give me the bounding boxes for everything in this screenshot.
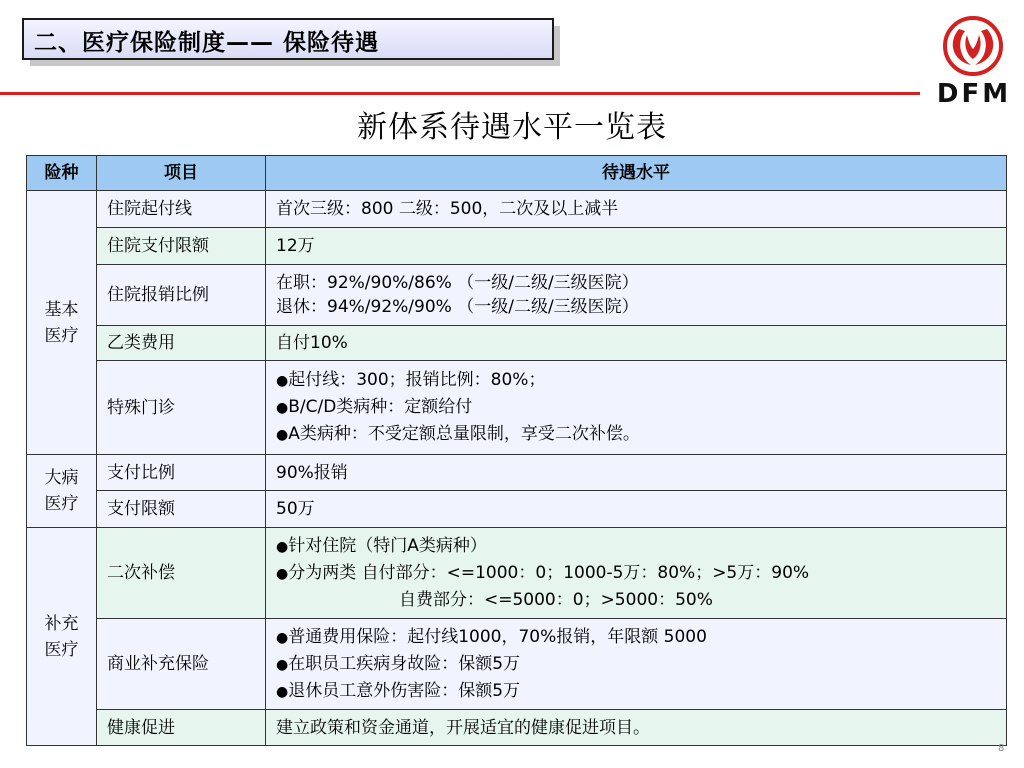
bullet-line: ● 在职员工疾病身故险：保额5万 [276, 651, 996, 678]
table-row [27, 455, 1007, 491]
header-level: 待遇水平 [266, 156, 1007, 191]
bullet-line: ● A类病种：不受定额总量限制，享受二次补偿。 [276, 421, 996, 448]
row-item: 支付比例 [97, 455, 266, 491]
bullet-line: ● 起付线：300；报销比例：80%； [276, 367, 996, 394]
table-row [27, 710, 1007, 746]
row-item: 二次补偿 [97, 528, 266, 619]
table-row [27, 326, 1007, 361]
benefits-table [26, 155, 1007, 746]
group-supplementary: 补充医疗 [27, 528, 97, 746]
row-item: 住院支付限额 [97, 228, 266, 265]
row-value: 建立政策和资金通道，开展适宜的健康促进项目。 [266, 710, 1007, 746]
dongfeng-emblem-icon [942, 15, 1004, 77]
table-row [27, 228, 1007, 265]
row-value: 自付10% [266, 326, 1007, 361]
table-row [27, 361, 1007, 455]
row-value [266, 361, 1007, 455]
table-row [27, 528, 1007, 619]
row-value: 12万 [266, 228, 1007, 265]
row-value: 首次三级：800 二级：500，二次及以上减半 [266, 191, 1007, 228]
row-item: 乙类费用 [97, 326, 266, 361]
row-item: 特殊门诊 [97, 361, 266, 455]
header-item: 项目 [97, 156, 266, 191]
table-row [27, 491, 1007, 528]
row-value [266, 528, 1007, 619]
logo-text: DFM [936, 79, 1012, 109]
table-row [27, 191, 1007, 228]
table-title: 新体系待遇水平一览表 [357, 110, 667, 145]
bullet-line: ● 针对住院（特门A类病种） [276, 533, 996, 560]
group-major: 大病医疗 [27, 455, 97, 528]
table-row [27, 265, 1007, 326]
header-type: 险种 [27, 156, 97, 191]
row-value: 50万 [266, 491, 1007, 528]
page-title: 二、医疗保险制度—— 保险待遇 [22, 18, 554, 60]
row-value [266, 619, 1007, 710]
row-item: 住院起付线 [97, 191, 266, 228]
row-item: 住院报销比例 [97, 265, 266, 326]
sub-line: 自费部分：<=5000：0；>5000：50% [399, 590, 713, 610]
group-basic: 基本医疗 [27, 191, 97, 455]
header-divider [0, 92, 920, 95]
bullet-line: ● 分为两类 自付部分：<=1000：0；1000-5万：80%；>5万：90% [276, 560, 996, 587]
row-value: 90%报销 [266, 455, 1007, 491]
table-row [27, 619, 1007, 710]
bullet-line: ● 普通费用保险：起付线1000，70%报销，年限额 5000 [276, 624, 996, 651]
dfm-logo [924, 15, 1020, 109]
row-item: 健康促进 [97, 710, 266, 746]
row-item: 支付限额 [97, 491, 266, 528]
row-item: 商业补充保险 [97, 619, 266, 710]
bullet-line: ● 退休员工意外伤害险：保额5万 [276, 678, 996, 705]
row-value: 在职：92%/90%/86% （一级/二级/三级医院） 退休：94%/92%/90% （一级/二级/三级医院） [266, 265, 1007, 326]
page-number: 8 [998, 743, 1005, 754]
table-header-row [27, 156, 1007, 191]
bullet-line: ● B/C/D类病种：定额给付 [276, 394, 996, 421]
